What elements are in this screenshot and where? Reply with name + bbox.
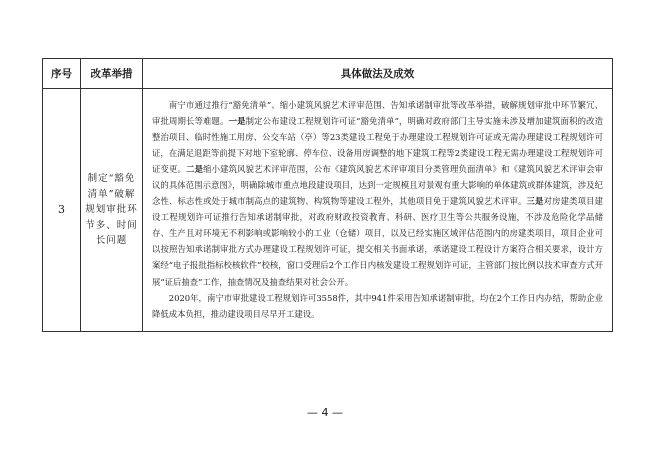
row-serial-number: 3 <box>43 89 81 332</box>
page-number: — 4 — <box>307 406 343 419</box>
detail-paragraph-measures <box>152 97 603 290</box>
point-one-label: 一是 <box>228 116 246 127</box>
row-detail-cell <box>143 89 613 332</box>
header-detail-and-results: 具体做法及成效 <box>143 59 613 89</box>
detail-paragraph-results: 2020年，南宁市审批建设工程规划许可3558件，其中941件采用告知承诺制审批，均在2个工作日内办结，帮助企业降低成本负担，推动建设项目尽早开工建设。 <box>152 292 603 319</box>
point-one-text: 制定公布建设工程规划许可证“豁免清单”，明确对政府部门主导实施未涉及增加建筑面积的改造整治项目、临时性施工用房、公交车站（亭）等23类建设工程免于办理建设工程规划许可证或无需办理建设工程规划许可证，在满足退距等前提下对地下室轮廓、停车位、设备用房调整的地下建筑工程等2类建设工程无需办理建设工程规划许可证变更。 <box>152 116 604 175</box>
row-reform-measure: 制定“豁免清单”破解规划审批环节多、时间长问题 <box>81 89 143 332</box>
point-three-text: 对房建类项目建设工程规划许可证推行告知承诺制审批，对政府财政投资教育、科研、医疗卫生等公共服务设施，不涉及危险化学品储存、生产且对环境无不利影响或影响较小的工业（仓储）项目，以及已经实施区域评估范围内的房建类项目，项目企业可以按照告知承诺制审批方式办理建设工程规划许可证，提交相关书面承诺，承诺建设工程设计方案符合相关要求，设计方案经“电子报批指标校核软件”校核，窗口受理后2个工作日内核发建设工程规划许可证，主管部门按比例以技术审查方式开展“证后抽查”工作，抽查情况及抽查结果对社会公开。 <box>152 196 604 287</box>
point-two-label: 二是 <box>186 164 204 175</box>
table-row <box>43 89 613 332</box>
point-three-label: 三是 <box>526 196 544 207</box>
point-two-text: 缩小建筑风貌艺术评审范围，公布《建筑风貌艺术评审项目分类管理负面清单》和《建筑风貌艺术评审会审议的具体范围示意图》，明确除城市重点地段建设项目，达到一定规模且对景观有重大影响的单体建筑或群体建筑，涉及纪念性、标志性或处于城市制高点的建筑物、构筑物等建设工程外，其他项目免于建筑风貌艺术评审。 <box>152 164 604 207</box>
header-serial-number: 序号 <box>43 59 81 89</box>
header-reform-measure: 改革举措 <box>81 59 143 89</box>
table-header-row <box>43 59 613 89</box>
reform-measures-table <box>42 58 613 332</box>
intro-text: 南宁市通过推行“豁免清单”、缩小建筑风貌艺术评审范围、告知承诺制审批等改革举措，破解规划审批中环节繁冗、审批周期长等难题。 <box>152 100 603 127</box>
